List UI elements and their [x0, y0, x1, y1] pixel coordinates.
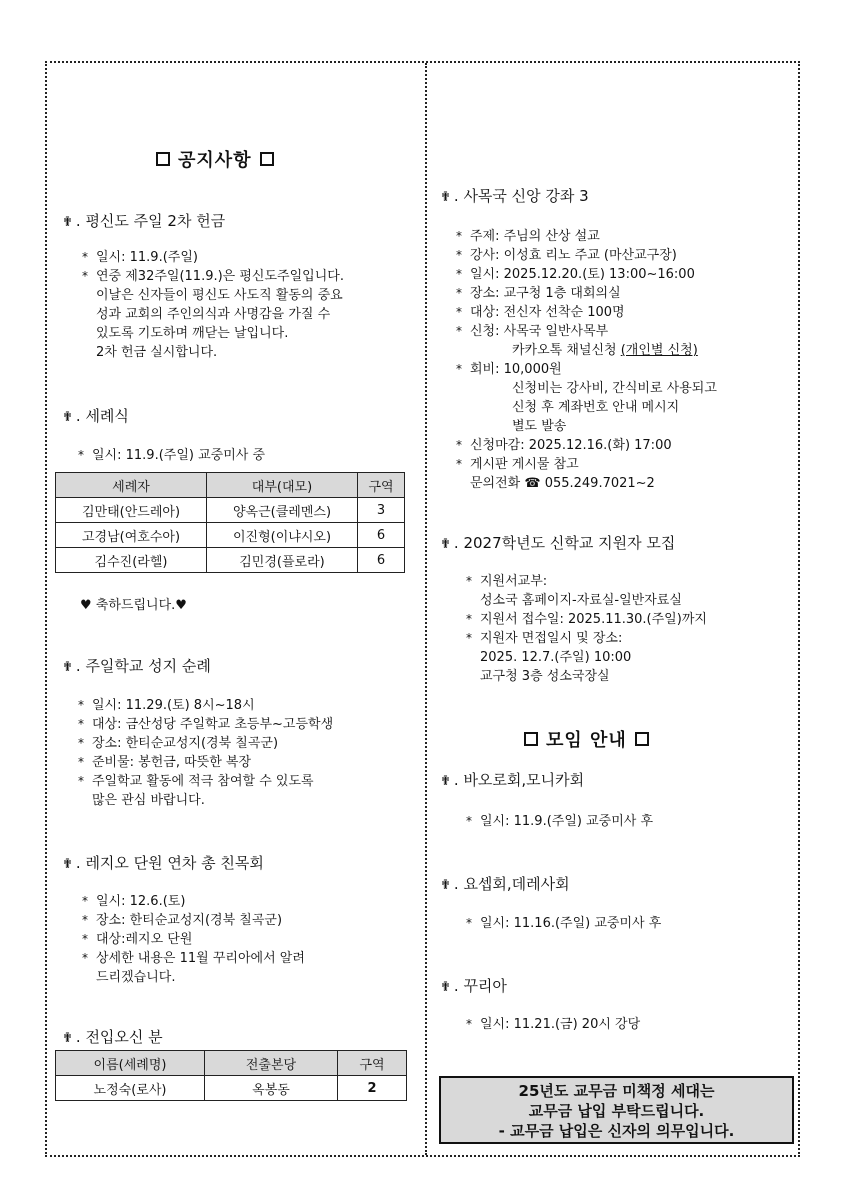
section-body	[466, 1015, 640, 1034]
section-body	[456, 227, 717, 493]
table-cell: 양옥근(클레멘스)	[207, 498, 358, 523]
section-heading	[440, 873, 570, 894]
cross-icon: ✟	[440, 774, 451, 789]
table-cell: 노정숙(로사)	[56, 1076, 205, 1101]
heart-icon: ♥	[175, 598, 187, 613]
table-row	[56, 1076, 407, 1101]
underlined-text: (개인별 신청)	[620, 343, 698, 358]
line: 일시: 11.16.(주일) 교중미사 후	[480, 916, 662, 931]
table-cell: 2	[338, 1076, 407, 1101]
star-icon: *	[78, 448, 84, 462]
table-cell: 6	[358, 548, 405, 573]
star-icon: *	[456, 457, 462, 471]
section-heading	[62, 655, 211, 676]
star-icon: *	[456, 248, 462, 262]
table-header: 대부(대모)	[207, 473, 358, 498]
line: 게시판 게시물 참고	[470, 457, 579, 472]
line: 2차 헌금 실시합니다.	[96, 345, 218, 360]
notices-title-text: 공지사항	[178, 150, 252, 171]
line: 일시: 2025.12.20.(토) 13:00~16:00	[470, 267, 695, 282]
cross-icon: ✟	[62, 1031, 73, 1046]
line: 대상: 전신자 선착순 100명	[470, 305, 625, 320]
cross-icon: ✟	[62, 660, 73, 675]
square-bullet-icon	[524, 732, 538, 746]
line: 2025. 12.7.(주일) 10:00	[480, 650, 632, 665]
line: 카카오톡 채널신청	[512, 343, 621, 358]
line: 드리겠습니다.	[96, 970, 176, 985]
line: 일시: 11.9.(주일) 교중미사 중	[92, 448, 266, 463]
section-heading	[62, 852, 264, 873]
table-cell: 3	[358, 498, 405, 523]
star-icon: *	[78, 755, 84, 769]
line: 회비: 10,000원	[470, 362, 562, 377]
table-header: 구역	[338, 1051, 407, 1076]
table-header-row	[56, 473, 405, 498]
star-icon: *	[82, 250, 88, 264]
table-row	[56, 498, 405, 523]
star-icon: *	[456, 324, 462, 338]
square-bullet-icon	[260, 152, 274, 166]
square-bullet-icon	[635, 732, 649, 746]
heading-text: . 사목국 신앙 강좌 3	[453, 187, 589, 205]
heading-text: . 바오로회,모니카회	[453, 771, 585, 789]
baptism-table	[55, 472, 405, 573]
star-icon: *	[78, 717, 84, 731]
congrats-text: 축하드립니다.	[95, 598, 176, 613]
notice-line: - 교무금 납입은 신자의 의무입니다.	[498, 1122, 735, 1140]
table-cell: 고경남(여호수아)	[56, 523, 207, 548]
star-icon: *	[78, 736, 84, 750]
cross-icon: ✟	[62, 215, 73, 230]
cross-icon: ✟	[62, 410, 73, 425]
section-heading	[440, 532, 675, 553]
heart-icon: ♥	[80, 598, 92, 613]
line: 연중 제32주일(11.9.)은 평신도주일입니다.	[96, 269, 344, 284]
line: 상세한 내용은 11월 꾸리아에서 알려	[96, 951, 305, 966]
cross-icon: ✟	[440, 878, 451, 893]
congrats-line	[80, 596, 187, 615]
star-icon: *	[456, 229, 462, 243]
line: 주제: 주님의 산상 설교	[470, 229, 600, 244]
line: 일시: 11.9.(주일) 교중미사 후	[480, 814, 654, 829]
square-bullet-icon	[156, 152, 170, 166]
line: 지원서 접수일: 2025.11.30.(주일)까지	[480, 612, 707, 627]
line: 일시: 11.9.(주일)	[96, 250, 198, 265]
line: 장소: 한티순교성지(경북 칠곡군)	[92, 736, 279, 751]
section-body	[82, 892, 305, 987]
cross-icon: ✟	[440, 980, 451, 995]
section-body	[78, 696, 333, 810]
heading-text: . 평신도 주일 2차 헌금	[75, 212, 226, 230]
section-body	[82, 248, 344, 362]
line: 별도 발송	[512, 419, 567, 434]
line: 일시: 11.21.(금) 20시 강당	[480, 1017, 641, 1032]
line: 신청비는 강사비, 간식비로 사용되고	[512, 381, 717, 396]
line: 주일학교 활동에 적극 참여할 수 있도록	[92, 774, 314, 789]
line: 장소: 한티순교성지(경북 칠곡군)	[96, 913, 283, 928]
section-heading	[440, 975, 507, 996]
tithe-notice-box	[439, 1076, 794, 1144]
notice-line: 25년도 교무금 미책정 세대는	[518, 1082, 715, 1100]
star-icon: *	[466, 916, 472, 930]
section-body	[466, 914, 661, 933]
heading-text: . 요셉회,데레사회	[453, 875, 570, 893]
transfer-table	[55, 1050, 407, 1101]
line: 준비물: 봉헌금, 따뜻한 복장	[92, 755, 252, 770]
line: 신청: 사목국 일반사목부	[470, 324, 609, 339]
heading-text: . 2027학년도 신학교 지원자 모집	[453, 534, 676, 552]
heading-text: . 세례식	[75, 407, 129, 425]
heading-text: . 주일학교 성지 순례	[75, 657, 211, 675]
line: 많은 관심 바랍니다.	[92, 793, 205, 808]
line: 대상:레지오 단원	[96, 932, 193, 947]
table-header: 전출본당	[205, 1051, 338, 1076]
star-icon: *	[456, 362, 462, 376]
line: 강사: 이성효 리노 주교 (마산교구장)	[470, 248, 677, 263]
section-heading	[440, 185, 589, 206]
star-icon: *	[456, 267, 462, 281]
table-cell: 김수진(라헬)	[56, 548, 207, 573]
section-heading	[440, 769, 584, 790]
line: 일시: 11.29.(토) 8시~18시	[92, 698, 255, 713]
notice-line: 교무금 납입 부탁드립니다.	[528, 1102, 705, 1120]
table-cell: 김만태(안드레아)	[56, 498, 207, 523]
line: 신청 후 계좌번호 안내 메시지	[512, 400, 680, 415]
line: 성소국 홈페이지-자료실-일반자료실	[480, 593, 682, 608]
heading-text: . 꾸리아	[453, 977, 507, 995]
section-body	[78, 446, 265, 465]
meetings-title-text: 모임 안내	[546, 730, 627, 751]
table-cell: 6	[358, 523, 405, 548]
star-icon: *	[466, 612, 472, 626]
line: 장소: 교구청 1층 대회의실	[470, 286, 621, 301]
star-icon: *	[456, 438, 462, 452]
table-row	[56, 548, 405, 573]
star-icon: *	[466, 1017, 472, 1031]
star-icon: *	[78, 698, 84, 712]
star-icon: *	[466, 574, 472, 588]
notices-title	[148, 146, 282, 172]
cross-icon: ✟	[440, 537, 451, 552]
table-header: 세례자	[56, 473, 207, 498]
table-cell: 옥봉동	[205, 1076, 338, 1101]
heading-text: . 전입오신 분	[75, 1028, 163, 1046]
star-icon: *	[82, 269, 88, 283]
line: 신청마감: 2025.12.16.(화) 17:00	[470, 438, 672, 453]
line: 성과 교회의 주인의식과 사명감을 가질 수	[96, 307, 331, 322]
line: 문의전화 ☎ 055.249.7021~2	[470, 476, 655, 491]
star-icon: *	[82, 951, 88, 965]
star-icon: *	[456, 286, 462, 300]
heading-text: . 레지오 단원 연차 총 친목회	[75, 854, 264, 872]
star-icon: *	[82, 894, 88, 908]
star-icon: *	[82, 913, 88, 927]
line: 대상: 금산성당 주일학교 초등부~고등학생	[92, 717, 334, 732]
line: 일시: 12.6.(토)	[96, 894, 186, 909]
star-icon: *	[466, 814, 472, 828]
line: 있도록 기도하며 깨닫는 날입니다.	[96, 326, 289, 341]
column-divider	[425, 63, 427, 1155]
meetings-title	[516, 726, 657, 752]
star-icon: *	[466, 631, 472, 645]
line: 지원서교부:	[480, 574, 548, 589]
cross-icon: ✟	[440, 190, 451, 205]
section-heading	[62, 1026, 163, 1047]
section-heading	[62, 210, 225, 231]
table-cell: 이진형(이냐시오)	[207, 523, 358, 548]
section-body	[466, 812, 653, 831]
line: 지원자 면접일시 및 장소:	[480, 631, 623, 646]
line: 이날은 신자들이 평신도 사도직 활동의 중요	[96, 288, 343, 303]
line: 교구청 3층 성소국장실	[480, 669, 610, 684]
star-icon: *	[456, 305, 462, 319]
table-header-row	[56, 1051, 407, 1076]
table-header: 이름(세례명)	[56, 1051, 205, 1076]
star-icon: *	[78, 774, 84, 788]
section-heading	[62, 405, 129, 426]
star-icon: *	[82, 932, 88, 946]
table-cell: 김민경(플로라)	[207, 548, 358, 573]
section-body	[466, 572, 707, 686]
table-header: 구역	[358, 473, 405, 498]
table-row	[56, 523, 405, 548]
cross-icon: ✟	[62, 857, 73, 872]
